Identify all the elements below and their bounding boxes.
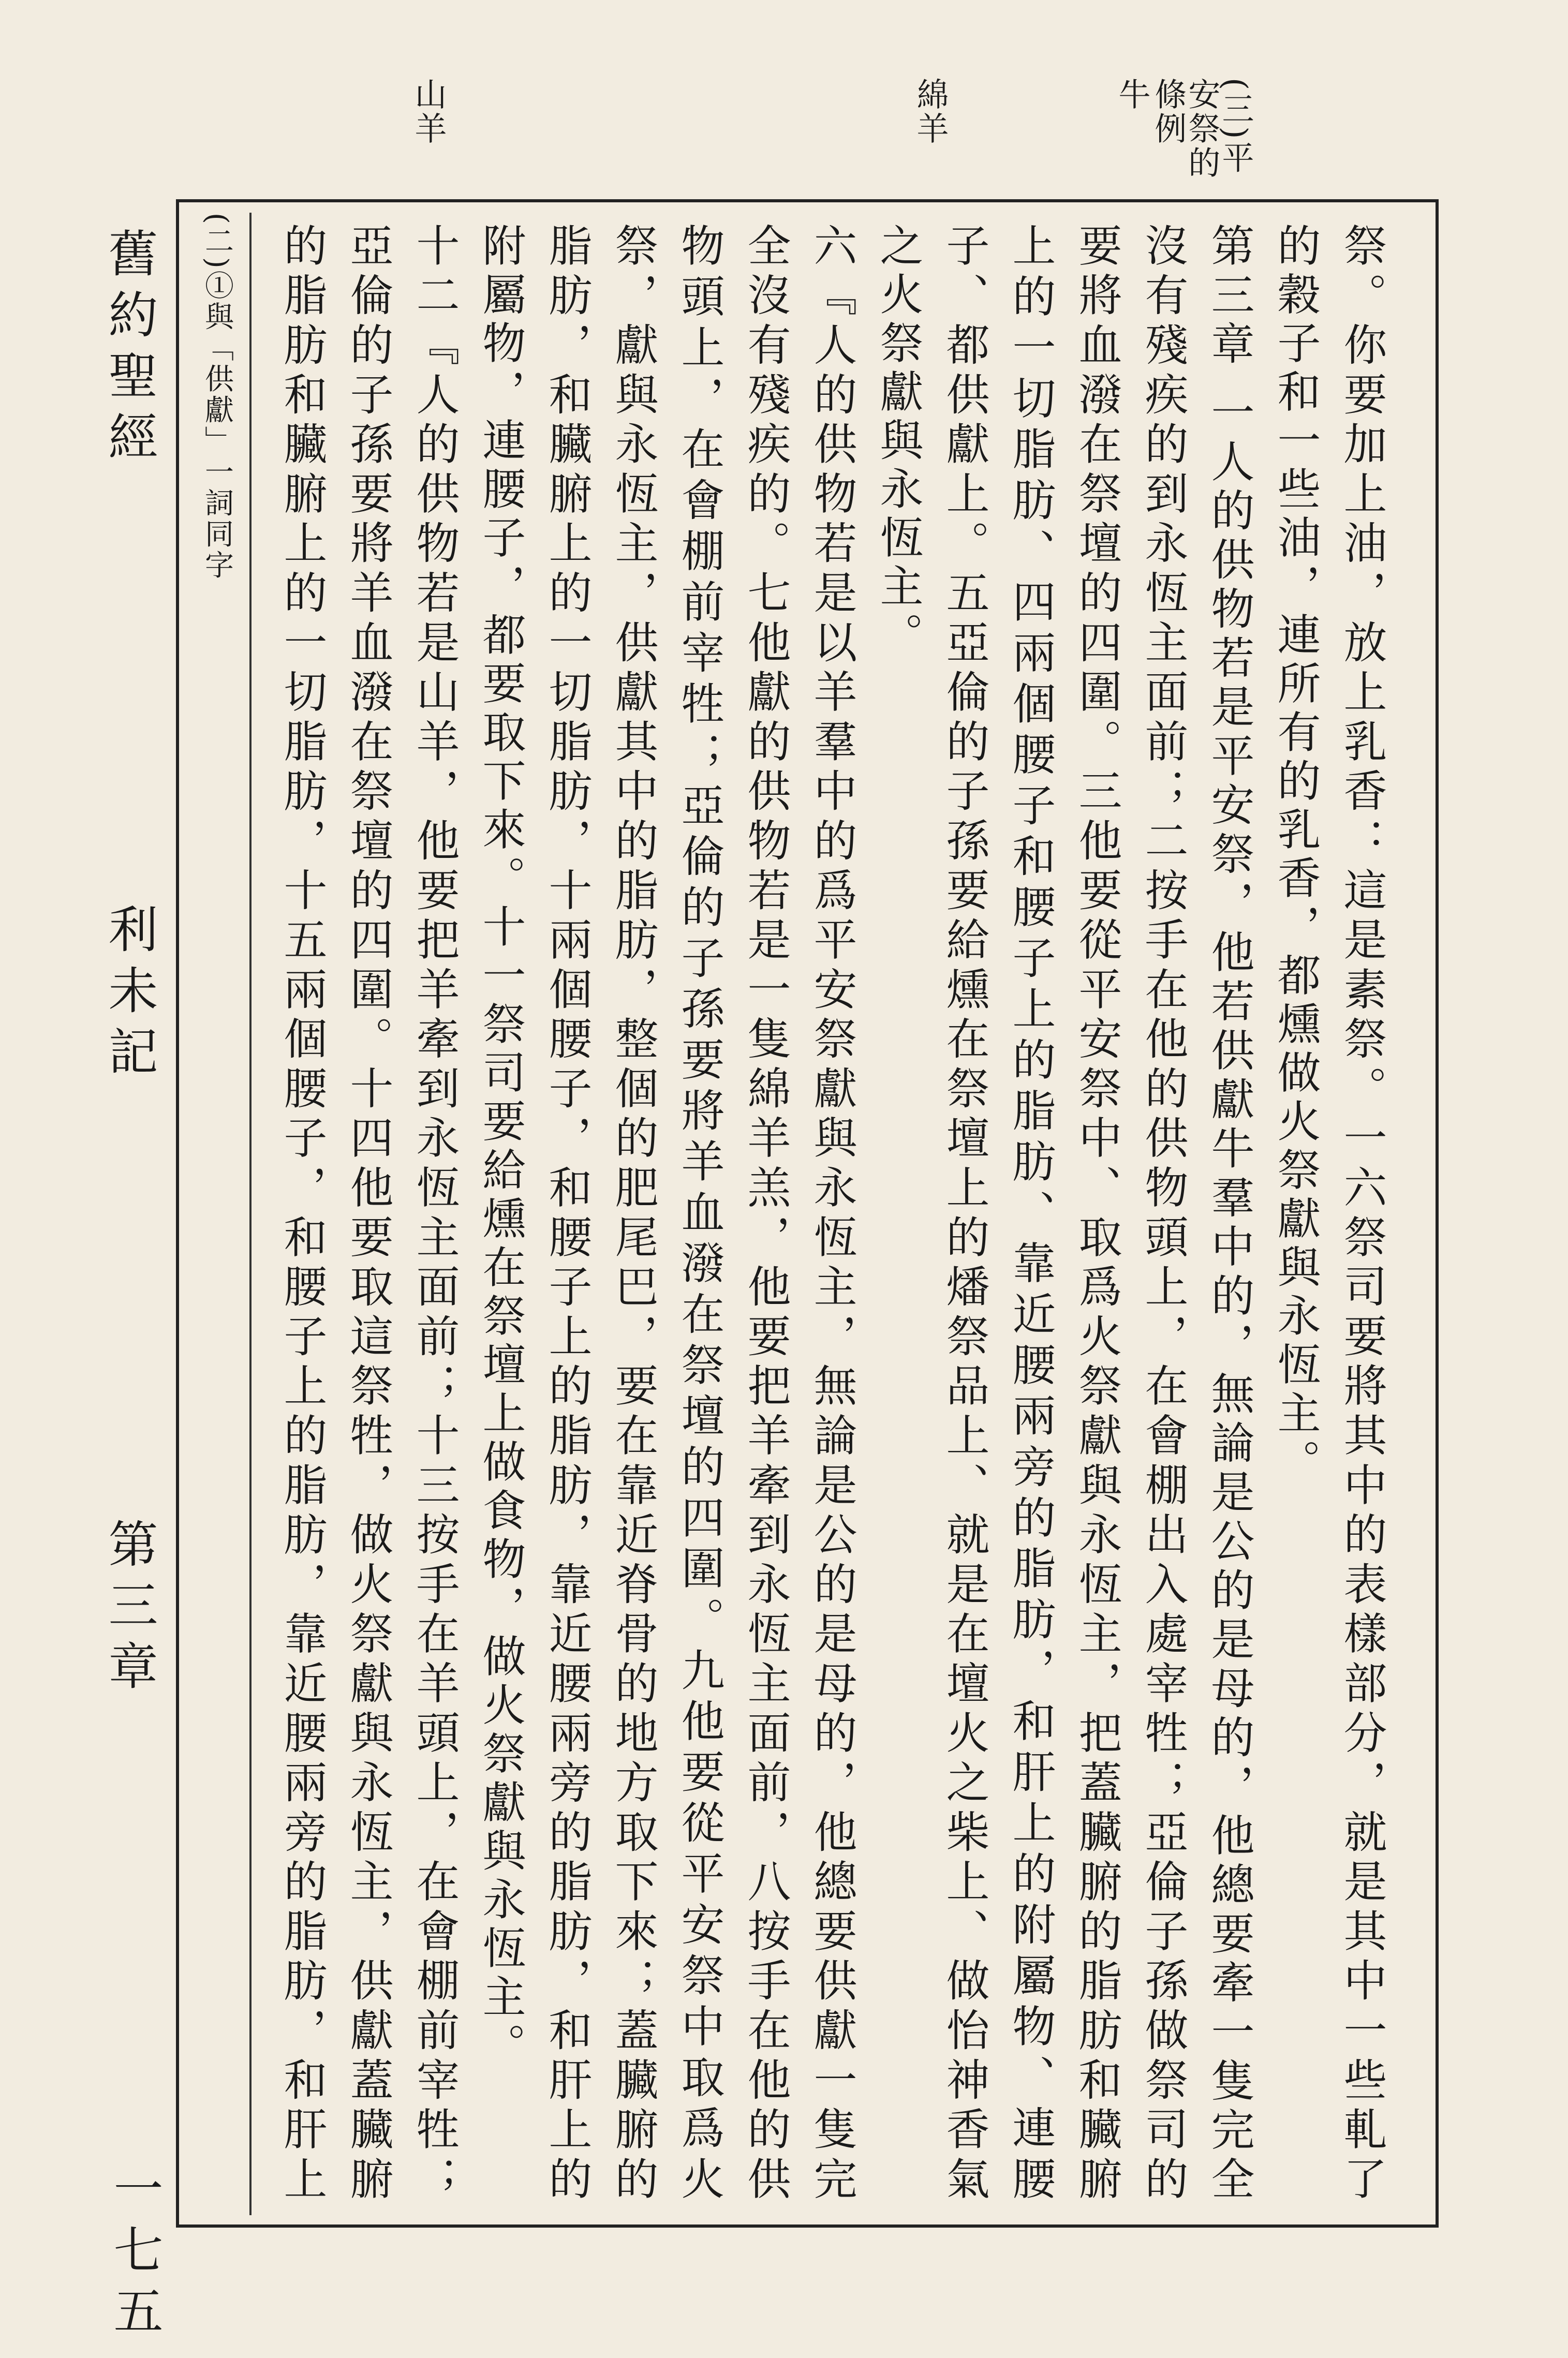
paragraph-goat: 十二『人的供物若是山羊，他要把羊牽到永恆主面前；十三按手在羊頭上，在會棚前宰牲；亞倫的子孫要將羊血潑在祭壇的四圍。十四他要取這祭牲，做火祭獻與永恆主，供獻蓋臟腑的脂肪和臟腑上的一切脂肪，十五兩個腰子，和腰子上的脂肪，靠近腰兩旁的脂肪，和肝上 (277, 223, 460, 2205)
margin-note-peace-offering: (三)平安祭的條例 (1149, 78, 1254, 180)
page-number: 一七五 (106, 2163, 164, 2346)
margin-note-goat: 山羊 (409, 78, 447, 146)
footnote (184, 213, 252, 2215)
text-frame (176, 199, 1439, 2228)
margin-note-cattle: 牛 (1113, 78, 1151, 112)
paragraph-sheep: 六『人的供物若是以羊羣中的爲平安祭獻與永恆主，無論是公的是母的，他總要供獻一隻完全沒有殘疾的。七他獻的供物若是一隻綿羊羔，他要把羊牽到永恆主面前，八按手在他的供物頭上，在會棚前宰牲；亞倫的子孫要將羊血潑在祭壇的四圍。九他要從平安祭中取爲火祭，獻與永恆主，供獻其中的脂肪，整個的肥尾巴，要在靠近脊骨的地方取下來；蓋臟腑的脂肪，和臟腑上的一切脂肪，十兩個腰子，和腰子上的脂肪，靠近腰兩旁的脂肪，和肝上的附屬物，連腰子，都要取下來。十一祭司要給燻在祭壇上做食物，做火祭獻與永恆主。 (476, 223, 857, 2205)
paragraph-chapter-3: 第三章 一人的供物若是平安祭，他若供獻牛羣中的，無論是公的是母的，他總要牽一隻完全沒有殘疾的到永恆主面前；二按手在他的供物頭上，在會棚出入處宰牲；亞倫子孫做祭司的要將血潑在祭壇的四圍。三他要從平安祭中、取爲火祭獻與永恆主，把蓋臟腑的脂肪和臟腑上的一切脂肪、四兩個腰子和腰子上的脂肪、靠近腰兩旁的脂肪，和肝上的附屬物、連腰子、都供獻上。五亞倫的子孫要給燻在祭壇上的燔祭品上、就是在壇火之柴上、做怡神香氣之火祭獻與永恆主。 (873, 223, 1255, 2205)
footnote-text: (二)①與「供獻」一詞同字 (200, 213, 234, 581)
margin-headings (409, 78, 1268, 207)
margin-note-sheep: 綿羊 (911, 78, 949, 146)
body-text (267, 223, 1395, 2205)
paragraph-1: 祭。你要加上油，放上乳香：這是素祭。一六祭司要將其中的表樣部分，就是其中一些軋了的穀子和一些油，連所有的乳香，都燻做火祭獻與永恆主。 (1270, 223, 1387, 2205)
book-title: 舊約聖經 (100, 228, 158, 472)
running-head (78, 228, 181, 2194)
chapter-label: 第三章 (100, 1518, 158, 1701)
book-section: 利未記 (100, 903, 158, 1087)
